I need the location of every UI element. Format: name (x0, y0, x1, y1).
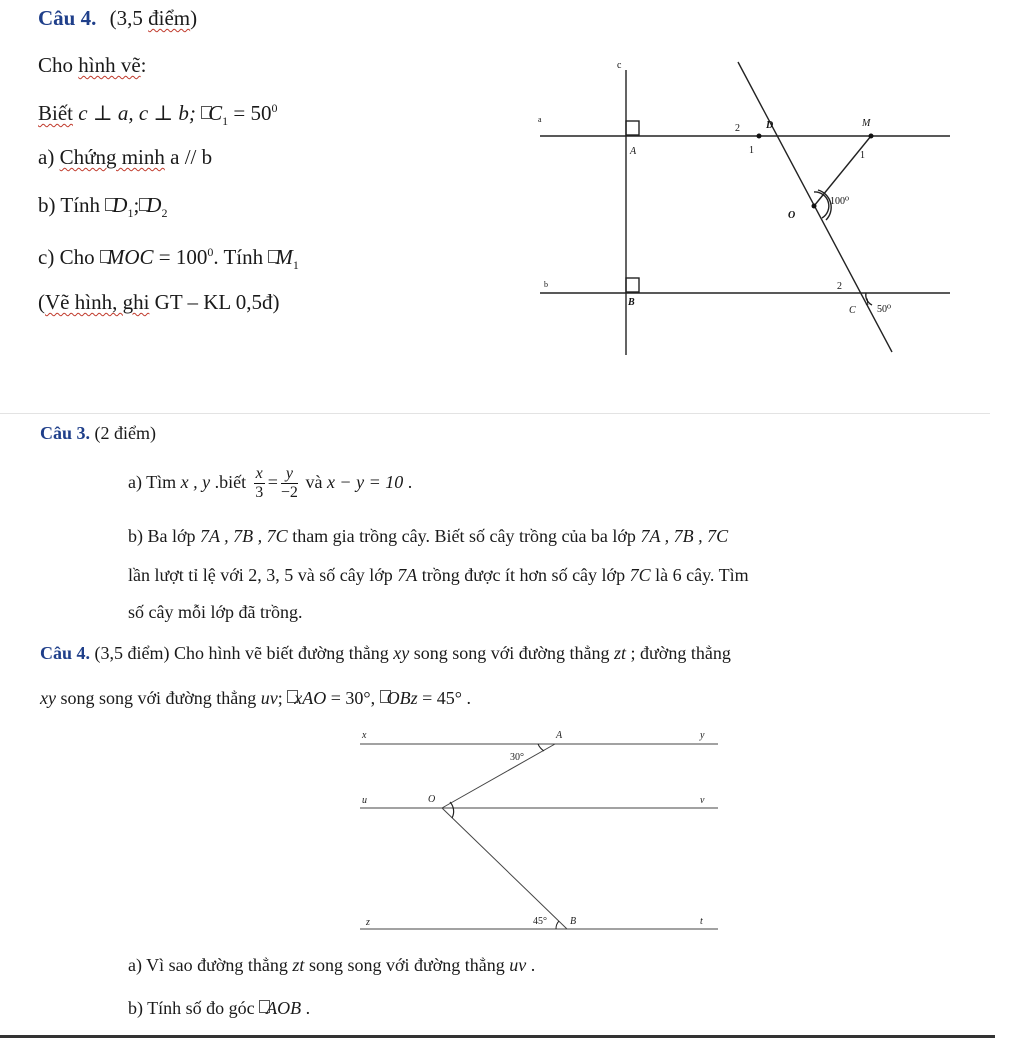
segment-ob (442, 808, 567, 929)
label-A: A (556, 730, 563, 741)
label-z: z (366, 917, 370, 928)
label-C: C (849, 305, 856, 316)
part3-angle1: xAO (294, 688, 327, 708)
part2-qa-and: và (305, 472, 327, 492)
label-v: v (700, 795, 705, 806)
label-D: D (766, 120, 774, 131)
frac2-den: −2 (280, 484, 298, 502)
label-u: u (362, 795, 367, 806)
part3-qb-angle: AOB (266, 998, 302, 1018)
frac1-num: x (255, 465, 263, 483)
part1-intro-a: Cho (38, 53, 79, 77)
label-45: 45° (533, 916, 547, 927)
part2-qa-end: . (403, 472, 413, 492)
part2-qb-l2b: trồng được ít hơn số cây lớp (417, 565, 630, 585)
part2-qb-l1b: tham gia trồng cây. Biết số cây trồng của ba lớp (287, 526, 641, 546)
part1-qb-s1: 1 (127, 206, 134, 221)
part1-qc-deg: 0 (207, 245, 214, 259)
part3-l2-end: . (462, 688, 471, 708)
part1-note-open: ( (38, 290, 45, 314)
label-y: y (700, 730, 705, 741)
part3-l2-xy: xy (40, 688, 56, 708)
segment-ao (442, 744, 555, 808)
bottom-divider (0, 1035, 995, 1038)
part1-given-math: c ⊥ a, c ⊥ b; (73, 101, 202, 125)
part1-qb-sep: ; (133, 193, 140, 217)
part3-l2-semi: ; (277, 688, 288, 708)
label-a: a (538, 115, 542, 124)
figure1-diagram (0, 0, 1024, 400)
label-B: B (628, 297, 635, 308)
part3-angle2-val: = 45° (417, 688, 462, 708)
part3-angle2: OBz (386, 688, 418, 708)
part2-qb-classes2: 7A , 7B , 7C (640, 526, 729, 546)
part3-zt: zt (614, 643, 627, 663)
part2-qb-class-a: 7A (397, 565, 418, 585)
figure2-diagram (0, 720, 1024, 950)
part3-qa-zt: zt (292, 955, 305, 975)
point-d (757, 134, 762, 139)
label-x: x (362, 730, 367, 741)
part2-qb-l2a: lần lượt tỉ lệ với 2, 3, 5 và số cây lớp (128, 565, 398, 585)
part3-qa-uv: uv (509, 955, 527, 975)
label-b: b (544, 280, 548, 289)
part3-t-par: song song với đường thẳng (409, 643, 615, 663)
part3-heading-line2 (40, 688, 471, 709)
part1-qc-angle: MOC (106, 245, 154, 269)
part1-intro-b: hình vẽ (78, 53, 141, 77)
part2-qb-l1a: b) Ba lớp (128, 526, 201, 546)
part2-question-b-line3 (128, 602, 303, 623)
part2-qa-vars: x , y (180, 472, 211, 492)
part3-uv: uv (260, 688, 278, 708)
label-A: A (630, 146, 637, 157)
section-divider (0, 413, 990, 414)
point-m (869, 134, 874, 139)
part2-heading-label: Câu 3. (40, 423, 91, 443)
part1-qc-v: M (275, 245, 293, 269)
angle-arc-a (538, 744, 544, 751)
part3-angle1-val: = 30°, (326, 688, 380, 708)
part3-qa-pre: a) Vì sao đường thẳng (128, 955, 293, 975)
label-O: O (428, 794, 436, 805)
part1-qb-text: b) Tính (38, 193, 106, 217)
part1-heading-points: (3,5 điểm) (109, 6, 198, 30)
part1-qc-s: 1 (292, 258, 299, 273)
part1-qb-v2: D (146, 193, 162, 217)
fraction-y-neg2 (281, 466, 298, 501)
part2-qa-mid: .biết (210, 472, 247, 492)
part1-qa-math: a // b (164, 145, 213, 169)
part1-given-angle-var: C (208, 101, 223, 125)
label-B: B (570, 916, 577, 927)
label-c: c (617, 60, 622, 71)
label-t: t (700, 916, 703, 927)
label-2-at-c: 2 (837, 281, 842, 292)
part1-qb-s2: 2 (161, 206, 168, 221)
part1-qc-mid: . Tính (213, 245, 269, 269)
label-M: M (862, 118, 871, 129)
part2-qa-pre: a) Tìm (128, 472, 181, 492)
part1-heading-label: Câu 4. (38, 6, 97, 30)
right-angle-a (626, 121, 639, 135)
part1-qa-pre: a) (38, 145, 60, 169)
part1-given-angle-sub: 1 (222, 114, 229, 129)
part2-eq: = (267, 472, 278, 492)
part3-qb-end: . (301, 998, 311, 1018)
part2-heading (40, 423, 156, 444)
part3-qa-mid: song song với đường thẳng (304, 955, 510, 975)
part1-given-label: Biết (38, 101, 73, 125)
label-2-at-d: 2 (735, 123, 740, 134)
part3-heading-line1 (40, 643, 731, 664)
part2-question-b-line1 (128, 526, 728, 547)
part1-qa-main: Chứng minh (59, 145, 165, 169)
part2-qb-l3: số cây mỗi lớp đã trồng. (128, 602, 303, 622)
frac1-den: 3 (255, 484, 264, 502)
part1-qc-text: c) Cho (38, 245, 100, 269)
part1-given-value: = 50 (228, 101, 272, 125)
label-O: O (788, 210, 796, 221)
part2-question-a (128, 465, 412, 501)
label-angle-o: 100⁰ (830, 196, 850, 207)
part1-note-rest: GT – KL 0,5đ) (149, 290, 280, 314)
part3-heading-label: Câu 4. (40, 643, 91, 663)
label-1-at-m: 1 (860, 150, 865, 161)
label-1-at-d: 1 (749, 145, 754, 156)
point-o (812, 204, 817, 209)
part2-heading-points: (2 điểm) (94, 423, 156, 443)
frac2-num: y (281, 466, 298, 484)
fraction-x-3 (254, 466, 265, 501)
label-1-at-c: 1 (865, 297, 870, 307)
part1-intro-c: : (140, 53, 147, 77)
part1-given-deg: 0 (271, 101, 278, 115)
label-30: 30° (510, 752, 524, 763)
part1-qb-v1: D (112, 193, 128, 217)
part2-question-b-line2 (128, 565, 749, 586)
right-angle-b (626, 278, 639, 292)
part3-heading-text: (3,5 điểm) Cho hình vẽ biết đường thẳng (90, 643, 394, 663)
angle-arc-b (556, 921, 559, 929)
part3-xy: xy (393, 643, 410, 663)
part2-qb-classes: 7A , 7B , 7C (200, 526, 288, 546)
part2-qa-eq: x − y = 10 (326, 472, 404, 492)
part3-l2-par: song song với đường thẳng (55, 688, 261, 708)
part1-note-main: Vẽ hình, ghi (45, 290, 150, 314)
label-angle-c: 50⁰ (877, 304, 892, 315)
part3-question-a (128, 955, 535, 976)
part3-qa-end: . (526, 955, 536, 975)
part1-qc-value: = 100 (153, 245, 208, 269)
part2-qb-class-c: 7C (629, 565, 651, 585)
part3-question-b (128, 998, 310, 1019)
part2-qb-l2c: là 6 cây. Tìm (650, 565, 749, 585)
part3-qb-pre: b) Tính số đo góc (128, 998, 260, 1018)
part3-t-tail: ; đường thẳng (626, 643, 731, 663)
